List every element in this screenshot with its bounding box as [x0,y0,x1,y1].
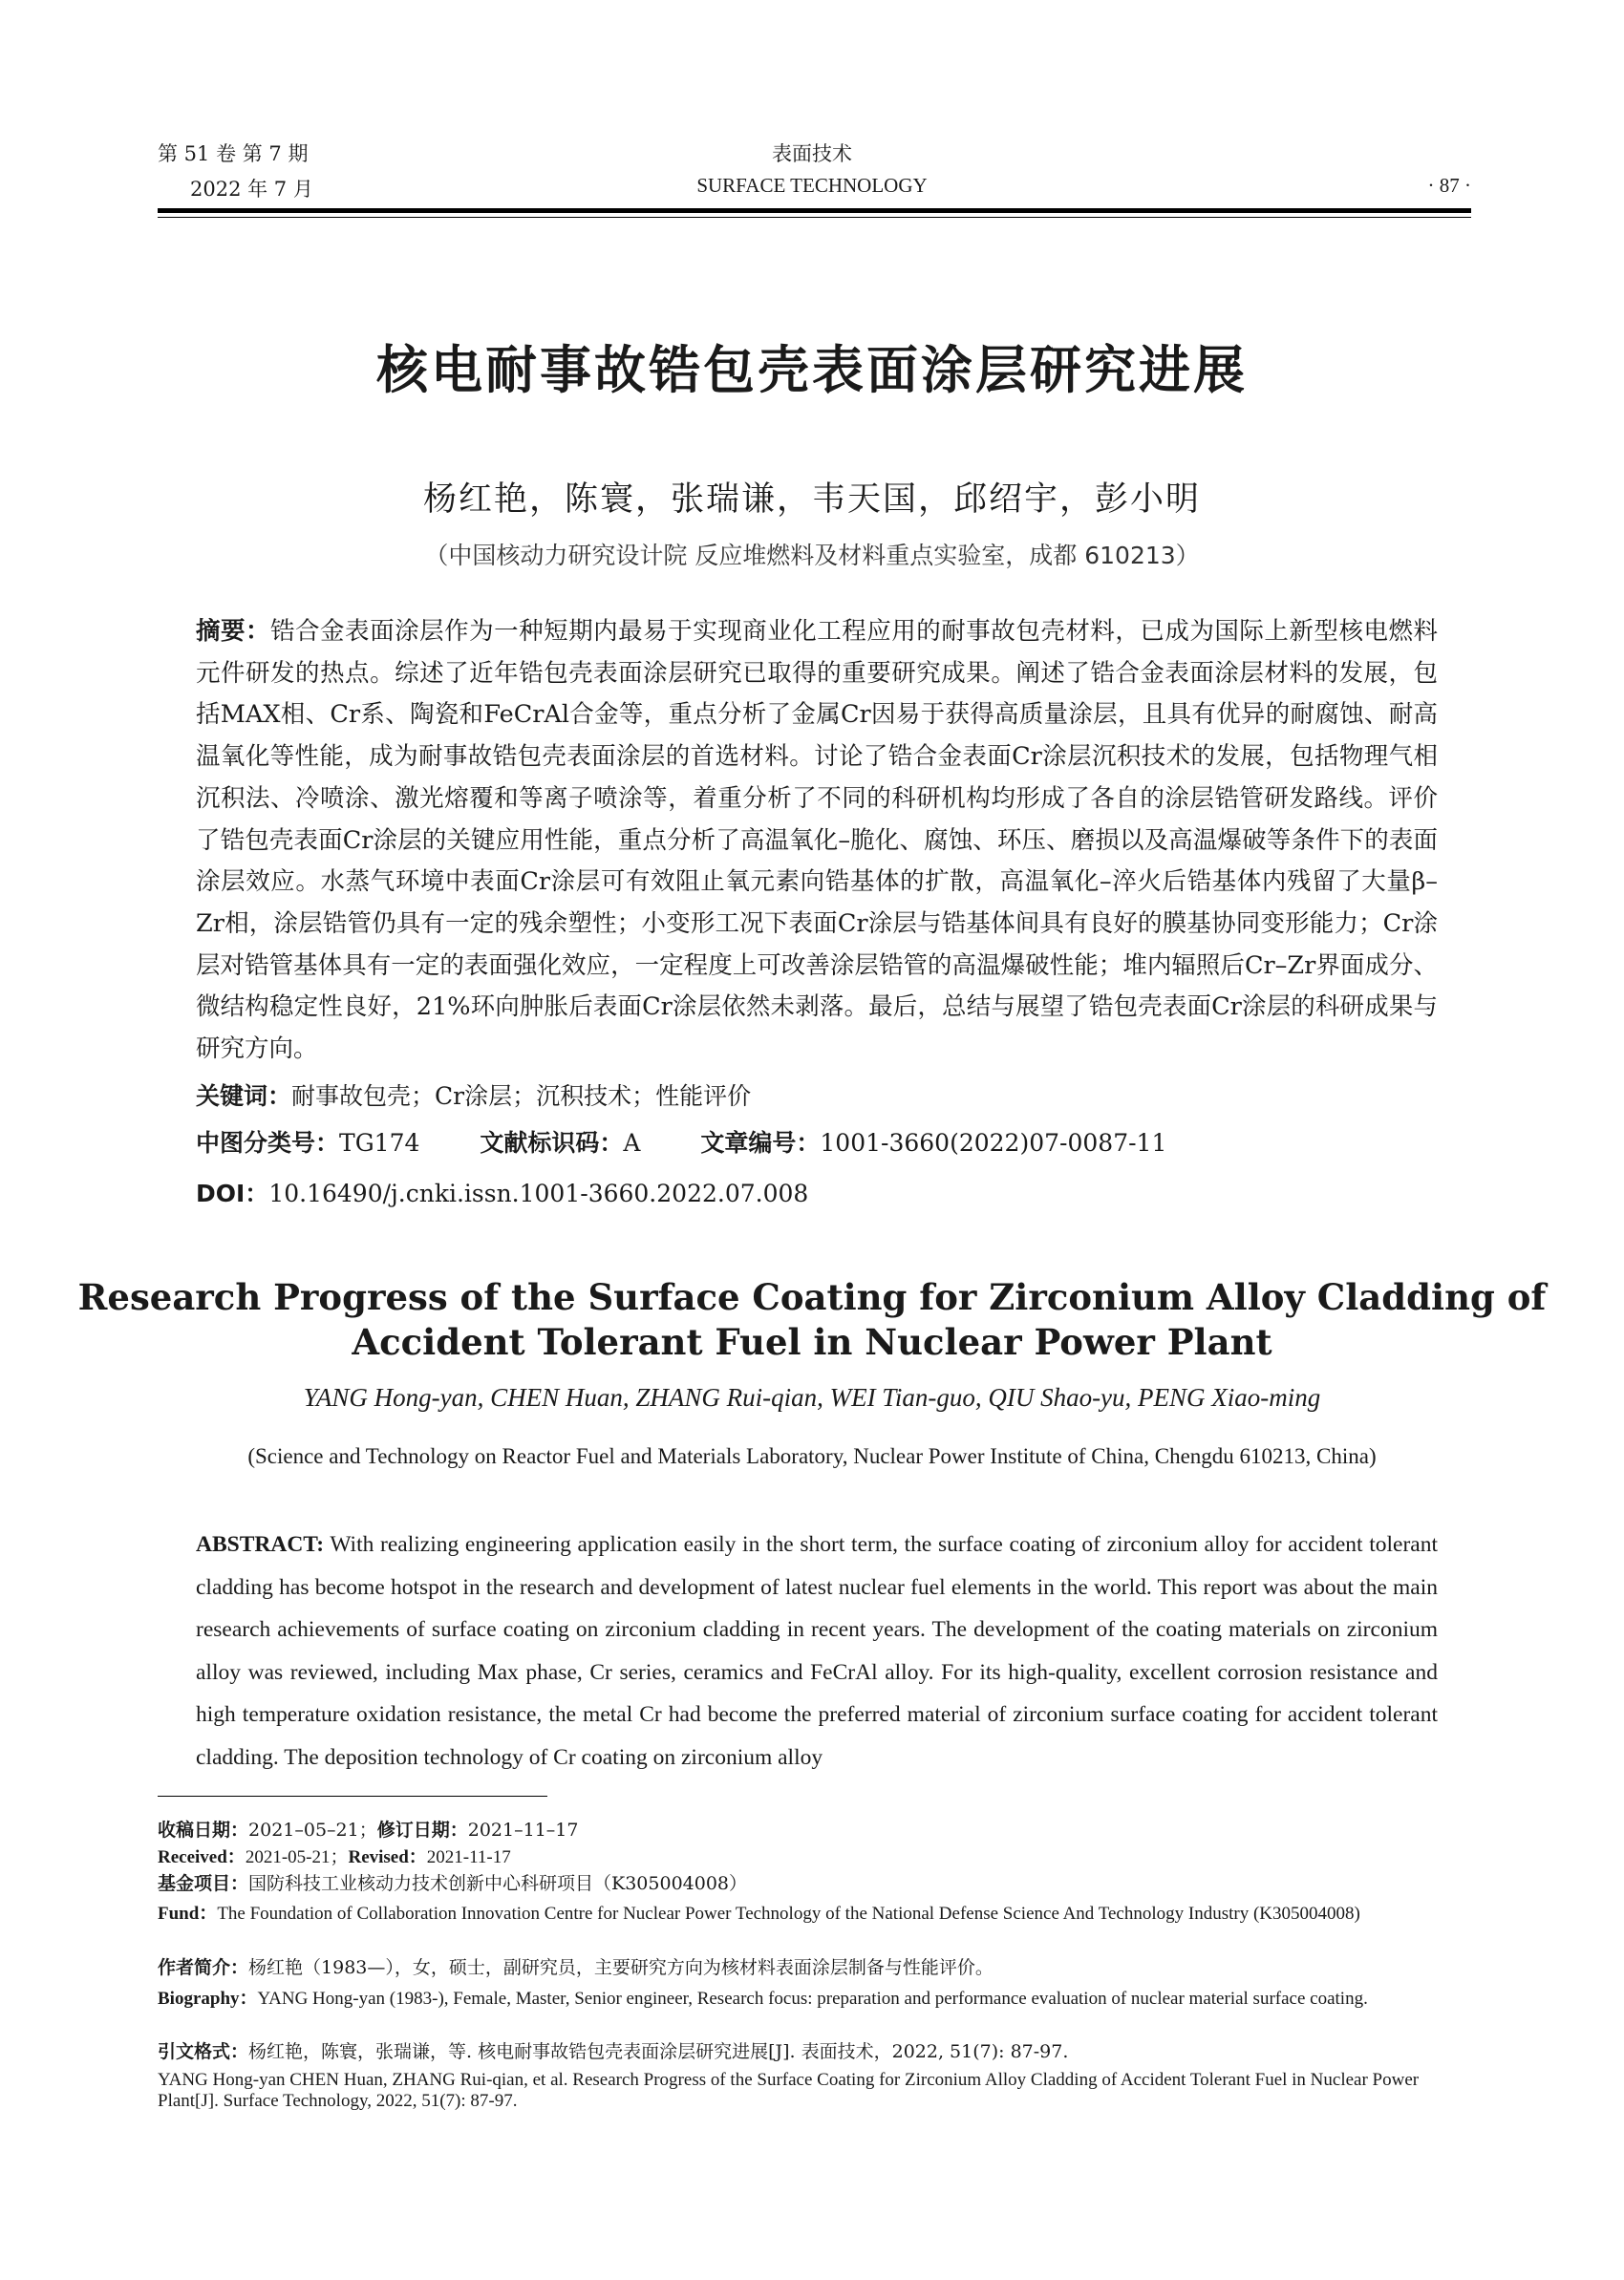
paper-title-cn: 核电耐事故锆包壳表面涂层研究进展 [376,340,1248,400]
keywords-cn-label: 关键词： [196,1082,292,1110]
bio-en-label: Biography： [158,1989,258,2009]
paper-title-en-line1: Research Progress of the Surface Coating for Zirconium Alloy Cladding of [77,1276,1547,1318]
journal-name-cn: 表面技术 [772,142,852,165]
paper-title-en [0,1275,1624,1365]
abstract-cn [196,611,1438,1071]
bio-en-value: YANG Hong-yan (1983-), Female, Master, Senior engineer, Research focus: preparation and performance evaluation of nuclear material surface coating. [257,1989,1368,2009]
doi-label: DOI： [196,1180,269,1207]
keywords-cn [196,1077,1438,1112]
bio-cn-label: 作者简介： [158,1957,249,1978]
article-no-label: 文章编号： [700,1129,821,1157]
bio-cn-value: 杨红艳（1983—），女，硕士，副研究员，主要研究方向为核材料表面涂层制备与性能评价。 [248,1957,994,1978]
fund-cn-value: 国防科技工业核动力技术创新中心科研项目（K305004008） [248,1873,748,1894]
doc-code-value: A [623,1129,641,1157]
header-rule-thin [158,217,1471,218]
revised-en-label: Revised： [348,1847,427,1867]
received-cn [158,1821,1471,1842]
doc-code-label: 文献标识码： [480,1129,624,1157]
issue-date: 2022 年 7 月 [190,178,313,201]
abstract-en-label: ABSTRACT: [196,1532,325,1557]
authors-en: YANG Hong-yan, CHEN Huan, ZHANG Rui-qian, WEI Tian-guo, QIU Shao-yu, PENG Xiao-ming [303,1383,1321,1412]
received-en [158,1847,1471,1868]
clc-value: TG174 [339,1129,420,1157]
fund-cn-label: 基金项目： [158,1873,249,1894]
paper-title-en-line2: Accident Tolerant Fuel in Nuclear Power Plant [352,1321,1272,1363]
footnote-rule [158,1796,547,1797]
affiliation-cn: （中国核动力研究设计院 反应堆燃料及材料重点实验室，成都 610213） [424,542,1200,569]
fund-cn [158,1874,1471,1895]
bio-cn [158,1958,1471,1979]
volume-issue: 第 51 卷 第 7 期 [158,142,309,165]
bio-en [158,1989,1471,2010]
keywords-cn-text: 耐事故包壳；Cr涂层；沉积技术；性能评价 [291,1082,752,1110]
authors-cn: 杨红艳，陈寰，张瑞谦，韦天国，邱绍宇，彭小明 [422,480,1201,519]
received-en-label: Received： [158,1847,246,1867]
revised-cn-value: 2021–11–17 [467,1820,579,1841]
cite-cn [158,2042,1471,2063]
received-cn-value: 2021–05–21； [248,1820,377,1841]
fund-en-value: The Foundation of Collaboration Innovation Centre for Nuclear Power Technology of the National Defense Science And Technology Industry (K305004008) [217,1904,1360,1924]
page-number: · 87 · [1427,174,1471,197]
article-no-value: 1001-3660(2022)07-0087-11 [820,1129,1167,1157]
received-cn-label: 收稿日期： [158,1820,249,1841]
received-en-value: 2021-05-21； [245,1847,349,1867]
cite-cn-value: 杨红艳，陈寰，张瑞谦，等. 核电耐事故锆包壳表面涂层研究进展[J]. 表面技术，2022, 51(7): 87-97. [248,2041,1069,2062]
classification-line [196,1124,1438,1159]
fund-en [158,1904,1471,1925]
abstract-cn-text: 锆合金表面涂层作为一种短期内最易于实现商业化工程应用的耐事故包壳材料，已成为国际上新型核电燃料元件研发的热点。综述了近年锆包壳表面涂层研究已取得的重要研究成果。阐述了锆合金表面涂层材料的发展，包括MAX相、Cr系、陶瓷和FeCrAl合金等，重点分析了金属Cr因易于获得高质量涂层，且具有优异的耐腐蚀、耐高温氧化等性能，成为耐事故锆包壳表面涂层的首选材料。讨论了锆合金表面Cr涂层沉积技术的发展，包括物理气相沉积法、冷喷涂、激光熔覆和等离子喷涂等，着重分析了不同的科研机构均形成了各自的涂层锆管研发路线。评价了锆包壳表面Cr涂层的关键应用性能，重点分析了高温氧化–脆化、腐蚀、环压、磨损以及高温爆破等条件下的表面涂层效应。水蒸气环境中表面Cr涂层可有效阻止氧元素向锆基体的扩散，高温氧化–淬火后锆基体内残留了大量β–Zr相，涂层锆管仍具有一定的残余塑性；小变形工况下表面Cr涂层与锆基体间具有良好的膜基协同变形能力；Cr涂层对锆管基体具有一定的表面强化效应，一定程度上可改善涂层锆管的高温爆破性能；堆内辐照后Cr–Zr界面成分、微结构稳定性良好，21%环向肿胀后表面Cr涂层依然未剥落。最后，总结与展望了锆包壳表面Cr涂层的科研成果与研究方向。 [196,617,1438,1064]
journal-name-en: SURFACE TECHNOLOGY [696,174,928,197]
revised-en-value: 2021-11-17 [426,1847,511,1867]
abstract-en [196,1524,1438,1779]
cite-cn-label: 引文格式： [158,2041,249,2062]
abstract-cn-label: 摘要： [196,617,271,646]
doi-value: 10.16490/j.cnki.issn.1001-3660.2022.07.008 [268,1180,809,1207]
header-rule-thick [158,208,1471,213]
cite-en: YANG Hong-yan CHEN Huan, ZHANG Rui-qian, et al. Research Progress of the Surface Coating for Zirconium Alloy Cladding of Accident Tolerant Fuel in Nuclear Power Plant[J]. Surface Technology, 2022, 51(7): 87-97. [158,2070,1420,2111]
abstract-en-text: With realizing engineering application easily in the short term, the surface coating of zirconium alloy for accident tolerant cladding has become hotspot in the research and development of latest nuclear fuel elements in the world. This report was about the main research achievements of surface coating on zirconium cladding in recent years. The development of the coating materials on zirconium alloy was reviewed, including Max phase, Cr series, ceramics and FeCrAl alloy. For its high-quality, excellent corrosion resistance and high temperature oxidation resistance, the metal Cr had become the preferred material of zirconium surface coating for accident tolerant cladding. The deposition technology of Cr coating on zirconium alloy [196,1532,1438,1770]
revised-cn-label: 修订日期： [376,1820,468,1841]
clc-label: 中图分类号： [196,1129,340,1157]
doi-line [196,1175,1438,1209]
fund-en-label: Fund： [158,1904,218,1924]
affiliation-en: (Science and Technology on Reactor Fuel and Materials Laboratory, Nuclear Power Institute of China, Chengdu 610213, China) [247,1444,1377,1468]
